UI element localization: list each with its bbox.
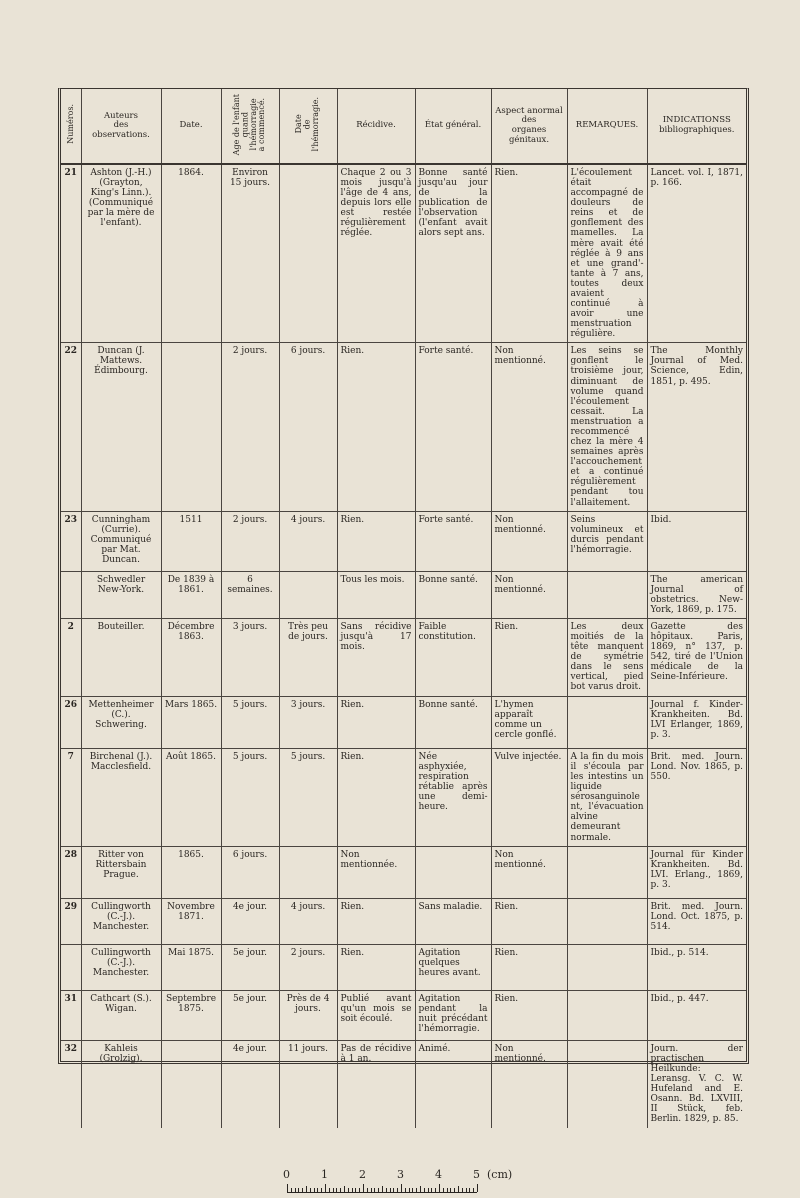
table-row bbox=[61, 696, 746, 748]
cell-age: 2 jours. bbox=[221, 511, 279, 571]
cell-auteur: Mettenheimer (C.). Schwering. bbox=[81, 696, 161, 748]
cell-remarques: Les deux moitiés de la tête manquent de symétrie dans le sens vertical, pied bot varus droit. bbox=[567, 618, 647, 696]
cell-remarques bbox=[567, 1040, 647, 1127]
table-row bbox=[61, 343, 746, 511]
cell-recidive: Rien. bbox=[337, 898, 415, 944]
cell-auteur: Ritter von Rittersbain Prague. bbox=[81, 846, 161, 898]
scale-tick bbox=[287, 1184, 288, 1192]
scale-tick bbox=[382, 1186, 383, 1192]
cell-duree: 2 jours. bbox=[279, 944, 337, 990]
scale-tick bbox=[416, 1188, 417, 1192]
scale-tick bbox=[469, 1188, 470, 1192]
cell-numero: 2 bbox=[61, 618, 81, 696]
cell-indications: Brit. med. Journ. Lond. Oct. 1875, p. 514. bbox=[647, 898, 746, 944]
cell-recidive: Publié avant qu'un mois se soit écoulé. bbox=[337, 990, 415, 1040]
table-row bbox=[61, 164, 746, 343]
cell-auteur: Kahleis (Grolzig). bbox=[81, 1040, 161, 1127]
cell-auteur: Cathcart (S.). Wigan. bbox=[81, 990, 161, 1040]
cell-indications: Ibid. bbox=[647, 511, 746, 571]
cell-aspect: Non mentionné. bbox=[491, 571, 567, 618]
table-row bbox=[61, 846, 746, 898]
cell-duree bbox=[279, 571, 337, 618]
scale-tick bbox=[405, 1188, 406, 1192]
scale-labels bbox=[283, 1168, 513, 1182]
cell-remarques bbox=[567, 898, 647, 944]
scale-tick bbox=[412, 1188, 413, 1192]
cell-duree: 5 jours. bbox=[279, 748, 337, 846]
cell-recidive: Sans récidive jusqu'à 17 mois. bbox=[337, 618, 415, 696]
cell-duree: 4 jours. bbox=[279, 898, 337, 944]
cell-recidive: Tous les mois. bbox=[337, 571, 415, 618]
cell-auteur: Schwedler New-York. bbox=[81, 571, 161, 618]
cell-etat: Forte santé. bbox=[415, 343, 491, 511]
cell-numero: 7 bbox=[61, 748, 81, 846]
cell-indications: Ibid., p. 447. bbox=[647, 990, 746, 1040]
scale-label: 5 bbox=[473, 1168, 480, 1181]
cell-duree: 11 jours. bbox=[279, 1040, 337, 1127]
cell-numero: 23 bbox=[61, 511, 81, 571]
scale-tick bbox=[344, 1186, 345, 1192]
scale-tick bbox=[431, 1188, 432, 1192]
scale-tick bbox=[439, 1184, 440, 1192]
scale-tick bbox=[359, 1188, 360, 1192]
cell-duree bbox=[279, 846, 337, 898]
scale-tick bbox=[333, 1188, 334, 1192]
scale-tick bbox=[329, 1188, 330, 1192]
cell-etat: Bonne santé jusqu'au jour de la publication de l'observation (l'enfant avait alors sept ans. bbox=[415, 164, 491, 343]
table-header-row bbox=[61, 89, 746, 164]
cell-numero: 29 bbox=[61, 898, 81, 944]
cell-auteur: Cunningham (Currie). Communiqué par Mat. Duncan. bbox=[81, 511, 161, 571]
header-date: Date. bbox=[161, 89, 221, 164]
cell-remarques bbox=[567, 571, 647, 618]
scale-tick bbox=[321, 1188, 322, 1192]
cell-indications: Ibid., p. 514. bbox=[647, 944, 746, 990]
cell-aspect: Rien. bbox=[491, 944, 567, 990]
cell-duree: 3 jours. bbox=[279, 696, 337, 748]
scale-label: 4 bbox=[435, 1168, 442, 1181]
cell-numero: 32 bbox=[61, 1040, 81, 1127]
table-row bbox=[61, 748, 746, 846]
scale-tick bbox=[447, 1188, 448, 1192]
scale-tick bbox=[352, 1188, 353, 1192]
cell-remarques bbox=[567, 944, 647, 990]
cell-etat: Sans maladie. bbox=[415, 898, 491, 944]
scale-tick bbox=[454, 1188, 455, 1192]
scale-tick bbox=[393, 1188, 394, 1192]
scale-tick bbox=[424, 1188, 425, 1192]
cell-age: 4e jour. bbox=[221, 898, 279, 944]
cell-auteur: Cullingworth (C.-J.). Manchester. bbox=[81, 944, 161, 990]
scale-tick bbox=[317, 1188, 318, 1192]
cell-indications: Lancet. vol. I, 1871, p. 166. bbox=[647, 164, 746, 343]
cell-numero: 26 bbox=[61, 696, 81, 748]
cell-duree: 4 jours. bbox=[279, 511, 337, 571]
cell-etat: Bonne santé. bbox=[415, 571, 491, 618]
cell-age: Environ 15 jours. bbox=[221, 164, 279, 343]
cell-numero bbox=[61, 944, 81, 990]
cell-aspect: Vulve injectée. bbox=[491, 748, 567, 846]
scale-label: 2 bbox=[359, 1168, 366, 1181]
cell-etat: Bonne santé. bbox=[415, 696, 491, 748]
cell-etat: Animé. bbox=[415, 1040, 491, 1127]
scale-tick bbox=[348, 1188, 349, 1192]
scale-tick bbox=[336, 1188, 337, 1192]
cell-auteur: Ashton (J.-H.) (Grayton, King's Linn.). (Communiqué par la mère de l'enfant). bbox=[81, 164, 161, 343]
cell-duree: Près de 4 jours. bbox=[279, 990, 337, 1040]
scale-tick bbox=[302, 1188, 303, 1192]
cell-remarques bbox=[567, 696, 647, 748]
cell-auteur: Bouteiller. bbox=[81, 618, 161, 696]
scale-tick bbox=[428, 1188, 429, 1192]
cell-aspect: Non mentionné. bbox=[491, 343, 567, 511]
cell-date: 1865. bbox=[161, 846, 221, 898]
scale-tick bbox=[477, 1184, 478, 1192]
scale-ruler bbox=[287, 1184, 477, 1193]
table-row bbox=[61, 618, 746, 696]
cell-recidive: Chaque 2 ou 3 mois jusqu'à l'âge de 4 ans, depuis lors elle est restée régulièrement réglée. bbox=[337, 164, 415, 343]
cell-date: 1511 bbox=[161, 511, 221, 571]
scale-tick bbox=[340, 1188, 341, 1192]
cell-remarques: A la fin du mois il s'écoula par les intestins un liquide sérosanguinolent, l'évacuation alvine demeurant normale. bbox=[567, 748, 647, 846]
scale-tick bbox=[306, 1186, 307, 1192]
cell-duree bbox=[279, 164, 337, 343]
scale-tick bbox=[310, 1188, 311, 1192]
scale-tick bbox=[420, 1186, 421, 1192]
table-row bbox=[61, 898, 746, 944]
scale-tick bbox=[298, 1188, 299, 1192]
cell-numero: 31 bbox=[61, 990, 81, 1040]
cell-etat bbox=[415, 846, 491, 898]
cell-age: 5 jours. bbox=[221, 696, 279, 748]
scale-tick bbox=[371, 1188, 372, 1192]
cell-remarques: Les seins se gonflent le troisième jour, diminuant de volume quand l'écoulement cessait. La menstruation a recommencé chez la mère 4 semaines après l'accouchement et a continué régulièrement pendant tou l'allaitement. bbox=[567, 343, 647, 511]
scale-label: 0 bbox=[283, 1168, 290, 1181]
cell-date: Mai 1875. bbox=[161, 944, 221, 990]
cell-auteur: Duncan (J. Mattews. Édimbourg. bbox=[81, 343, 161, 511]
cell-etat: Agitation pendant la nuit précédant l'hémorragie. bbox=[415, 990, 491, 1040]
scale-tick bbox=[443, 1188, 444, 1192]
cell-remarques: L'écoulement était accompagné de douleurs de reins et de gonflement des mamelles. La mère avait été réglée à 9 ans et une grand'-tante à 7 ans, toutes deux avaient continué à avoir une menstruation régulière. bbox=[567, 164, 647, 343]
cell-age: 6 semaines. bbox=[221, 571, 279, 618]
scale-label: 3 bbox=[397, 1168, 404, 1181]
cell-duree: 6 jours. bbox=[279, 343, 337, 511]
header-remarques: REMARQUES. bbox=[567, 89, 647, 164]
cell-numero: 28 bbox=[61, 846, 81, 898]
scale-tick bbox=[355, 1188, 356, 1192]
cell-age: 4e jour. bbox=[221, 1040, 279, 1127]
cell-indications: The american Journal of obstetrics. New-York, 1869, p. 175. bbox=[647, 571, 746, 618]
cell-aspect: Non mentionné. bbox=[491, 846, 567, 898]
scale-tick bbox=[458, 1186, 459, 1192]
scale-tick bbox=[314, 1188, 315, 1192]
scale-tick bbox=[401, 1184, 402, 1192]
observations-table bbox=[61, 89, 746, 1128]
cell-etat: Forte santé. bbox=[415, 511, 491, 571]
table-row bbox=[61, 511, 746, 571]
cell-auteur: Cullingworth (C.-J.). Manchester. bbox=[81, 898, 161, 944]
scale-tick bbox=[367, 1188, 368, 1192]
cell-date: Mars 1865. bbox=[161, 696, 221, 748]
cell-date: 1864. bbox=[161, 164, 221, 343]
cell-aspect: Rien. bbox=[491, 898, 567, 944]
cell-date: Décembre 1863. bbox=[161, 618, 221, 696]
cell-numero: 21 bbox=[61, 164, 81, 343]
table-row bbox=[61, 944, 746, 990]
cell-auteur: Birchenal (J.). Macclesfield. bbox=[81, 748, 161, 846]
cell-age: 6 jours. bbox=[221, 846, 279, 898]
cell-recidive: Pas de récidive à 1 an. bbox=[337, 1040, 415, 1127]
scale-tick bbox=[397, 1188, 398, 1192]
centimeter-scale bbox=[283, 1168, 513, 1182]
cell-age: 5e jour. bbox=[221, 944, 279, 990]
scale-tick bbox=[466, 1188, 467, 1192]
scale-tick bbox=[325, 1184, 326, 1192]
cell-aspect: Rien. bbox=[491, 618, 567, 696]
scale-tick bbox=[386, 1188, 387, 1192]
cell-remarques bbox=[567, 990, 647, 1040]
cell-indications: Journ. der practischen Heilkunde: Leransg. V. C. W. Hufeland and E. Osann. Bd. LXVIII, II Stück, feb. Berlin. 1829, p. 85. bbox=[647, 1040, 746, 1127]
cell-indications: The Monthly Journal of Med. Science, Edin, 1851, p. 495. bbox=[647, 343, 746, 511]
cell-indications: Brit. med. Journ. Lond. Nov. 1865, p. 550. bbox=[647, 748, 746, 846]
header-aspect: Aspect anormal des organes génitaux. bbox=[491, 89, 567, 164]
cell-aspect: L'hymen apparaît comme un cercle gonflé. bbox=[491, 696, 567, 748]
cell-remarques bbox=[567, 846, 647, 898]
cell-duree: Très peu de jours. bbox=[279, 618, 337, 696]
document-page bbox=[58, 88, 749, 1125]
header-duree: Date de l'hémorragie. bbox=[279, 89, 337, 164]
scale-tick bbox=[390, 1188, 391, 1192]
header-etat: État général. bbox=[415, 89, 491, 164]
scale-tick bbox=[295, 1188, 296, 1192]
cell-age: 2 jours. bbox=[221, 343, 279, 511]
cell-date: Septembre 1875. bbox=[161, 990, 221, 1040]
cell-indications: Journal f. Kinder-Krankheiten. Bd. LVI Erlanger, 1869, p. 3. bbox=[647, 696, 746, 748]
cell-date bbox=[161, 1040, 221, 1127]
header-numeros: Numéros. bbox=[61, 89, 81, 164]
cell-age: 3 jours. bbox=[221, 618, 279, 696]
cell-indications: Gazette des hôpitaux. Paris, 1869, n° 137, p. 542, tiré de l'Union médicale de la Seine-Inférieure. bbox=[647, 618, 746, 696]
header-indications: INDICATIONSS bibliographiques. bbox=[647, 89, 746, 164]
scale-tick bbox=[435, 1188, 436, 1192]
scale-label: 1 bbox=[321, 1168, 328, 1181]
cell-numero: 22 bbox=[61, 343, 81, 511]
cell-aspect: Rien. bbox=[491, 990, 567, 1040]
cell-age: 5 jours. bbox=[221, 748, 279, 846]
cell-recidive: Rien. bbox=[337, 748, 415, 846]
scale-tick bbox=[363, 1184, 364, 1192]
table-row bbox=[61, 571, 746, 618]
scale-unit: (cm) bbox=[487, 1168, 513, 1181]
table-row bbox=[61, 1040, 746, 1127]
scale-tick bbox=[291, 1188, 292, 1192]
cell-recidive: Rien. bbox=[337, 511, 415, 571]
scale-tick bbox=[450, 1188, 451, 1192]
cell-numero bbox=[61, 571, 81, 618]
cell-aspect: Non mentionné. bbox=[491, 511, 567, 571]
cell-date: De 1839 à 1861. bbox=[161, 571, 221, 618]
cell-indications: Journal für Kinder Krankheiten. Bd. LVI. Erlang., 1869, p. 3. bbox=[647, 846, 746, 898]
cell-aspect: Non mentionné. bbox=[491, 1040, 567, 1127]
header-recidive: Récidive. bbox=[337, 89, 415, 164]
cell-remarques: Seins volumineux et durcis pendant l'hémorragie. bbox=[567, 511, 647, 571]
header-age: Age de l'enfant quand l'hémorragie a commencé. bbox=[221, 89, 279, 164]
scale-tick bbox=[374, 1188, 375, 1192]
cell-etat: Faible constitution. bbox=[415, 618, 491, 696]
scale-tick bbox=[378, 1188, 379, 1192]
cell-date: Août 1865. bbox=[161, 748, 221, 846]
scale-tick bbox=[409, 1188, 410, 1192]
scale-tick bbox=[473, 1188, 474, 1192]
cell-aspect: Rien. bbox=[491, 164, 567, 343]
scale-tick bbox=[462, 1188, 463, 1192]
cell-age: 5e jour. bbox=[221, 990, 279, 1040]
cell-date bbox=[161, 343, 221, 511]
cell-date: Novembre 1871. bbox=[161, 898, 221, 944]
cell-recidive: Non mentionnée. bbox=[337, 846, 415, 898]
cell-recidive: Rien. bbox=[337, 696, 415, 748]
table-body bbox=[61, 164, 746, 1128]
cell-recidive: Rien. bbox=[337, 944, 415, 990]
table-row bbox=[61, 990, 746, 1040]
cell-recidive: Rien. bbox=[337, 343, 415, 511]
header-auteurs: Auteurs des observations. bbox=[81, 89, 161, 164]
cell-etat: Née asphyxiée, respiration rétablie après une demi-heure. bbox=[415, 748, 491, 846]
cell-etat: Agitation quelques heures avant. bbox=[415, 944, 491, 990]
